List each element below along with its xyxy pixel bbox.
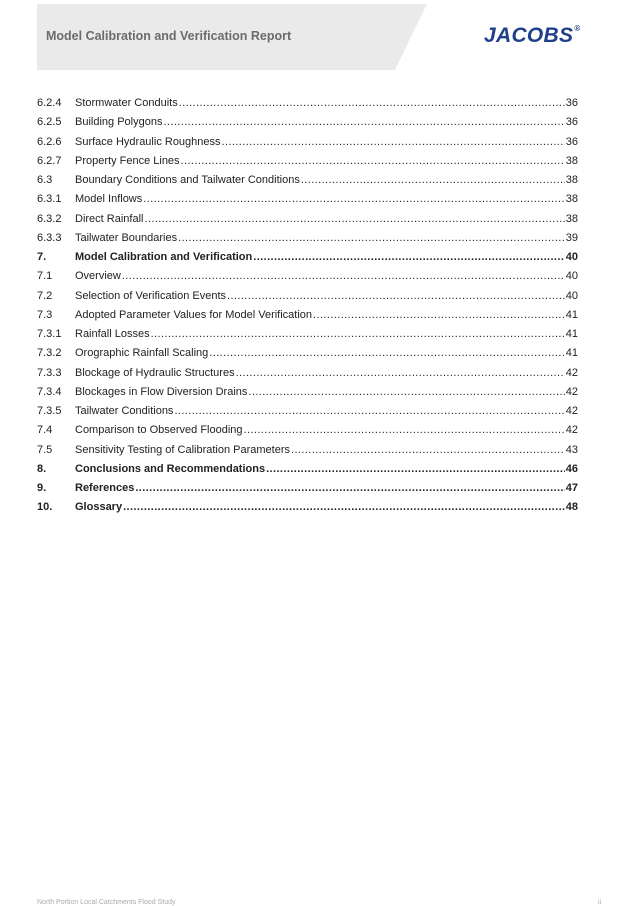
toc-entry[interactable] [37, 229, 578, 248]
toc-entry-title: Building Polygons [75, 116, 163, 129]
toc-entry-number: 7.3.3 [37, 366, 62, 379]
toc-entry[interactable] [37, 498, 578, 517]
toc-entry[interactable] [37, 364, 578, 383]
toc-entry-title: Selection of Verification Events [75, 289, 227, 302]
toc-dot-leader [291, 441, 565, 460]
toc-entry-page: 47 [565, 482, 578, 494]
footer-document-name: North Portion Local Catchments Flood Study [37, 899, 176, 906]
toc-entry-page: 38 [565, 174, 578, 186]
toc-entry-number: 6.3.3 [37, 231, 62, 244]
toc-entry[interactable] [37, 344, 578, 363]
logo-text: JACOBS [484, 24, 574, 47]
toc-entry-page: 41 [565, 328, 578, 340]
toc-entry-number: 8. [37, 462, 47, 475]
toc-dot-leader [301, 171, 565, 190]
toc-entry-page: 40 [565, 270, 578, 283]
toc-entry[interactable] [37, 402, 578, 421]
toc-entry-page: 36 [565, 135, 578, 148]
toc-entry-number: 6.2.5 [37, 116, 62, 129]
toc-entry-title: Comparison to Observed Flooding [75, 424, 243, 437]
toc-dot-leader [227, 287, 565, 306]
toc-entry-number: 7.4 [37, 424, 53, 437]
toc-dot-leader [266, 460, 565, 479]
toc-entry-number: 10. [37, 501, 53, 514]
toc-entry[interactable] [37, 383, 578, 402]
toc-entry-page: 41 [565, 347, 578, 360]
toc-entry[interactable] [37, 267, 578, 286]
toc-dot-leader [244, 421, 565, 440]
toc-entry-page: 36 [565, 97, 578, 109]
toc-dot-leader [174, 402, 564, 421]
toc-dot-leader [248, 383, 564, 402]
toc-entry-page: 39 [565, 231, 578, 244]
toc-entry-number: 7.3.4 [37, 385, 62, 398]
toc-entry-page: 38 [565, 193, 578, 206]
toc-dot-leader [222, 133, 565, 152]
toc-entry-title: Model Calibration and Verification [75, 251, 253, 263]
toc-entry-title: Glossary [75, 501, 123, 514]
toc-dot-leader [151, 325, 565, 344]
toc-entry-number: 6.2.7 [37, 154, 62, 167]
toc-entry-number: 7.2 [37, 289, 53, 302]
toc-entry-title: Adopted Parameter Values for Model Verification [75, 308, 313, 321]
registered-mark: ® [574, 24, 581, 33]
toc-entry[interactable] [37, 94, 578, 113]
toc-entry-page: 46 [565, 462, 578, 475]
toc-entry-page: 42 [565, 366, 578, 379]
toc-entry-title: References [75, 482, 135, 494]
toc-entry[interactable] [37, 287, 578, 306]
toc-dot-leader [253, 248, 565, 267]
document-title: Model Calibration and Verification Report [46, 29, 292, 43]
toc-entry[interactable] [37, 171, 578, 190]
toc-entry-number: 9. [37, 482, 47, 494]
toc-entry-number: 7.1 [37, 270, 53, 283]
toc-dot-leader [144, 210, 564, 229]
toc-entry[interactable] [37, 460, 578, 479]
toc-entry-number: 7.3.5 [37, 405, 62, 417]
jacobs-logo [484, 24, 581, 48]
toc-dot-leader [123, 498, 565, 517]
toc-entry-title: Tailwater Boundaries [75, 231, 178, 244]
toc-entry-page: 43 [565, 443, 578, 456]
toc-dot-leader [122, 267, 565, 286]
toc-dot-leader [178, 229, 565, 248]
toc-entry-number: 6.2.4 [37, 97, 62, 109]
toc-entry-title: Stormwater Conduits [75, 97, 178, 109]
toc-entry-page: 42 [565, 424, 578, 437]
toc-dot-leader [135, 479, 564, 498]
toc-entry-page: 41 [565, 308, 578, 321]
toc-entry[interactable] [37, 441, 578, 460]
toc-entry-number: 7.5 [37, 443, 53, 456]
toc-entry-title: Model Inflows [75, 193, 143, 206]
toc-entry-title: Blockages in Flow Diversion Drains [75, 385, 248, 398]
toc-entry[interactable] [37, 113, 578, 132]
toc-entry-number: 6.3.1 [37, 193, 62, 206]
toc-dot-leader [181, 152, 565, 171]
toc-entry-number: 6.3.2 [37, 212, 62, 225]
toc-entry-title: Property Fence Lines [75, 154, 180, 167]
toc-entry-number: 6.2.6 [37, 135, 62, 148]
toc-dot-leader [209, 344, 564, 363]
toc-dot-leader [313, 306, 565, 325]
toc-entry[interactable] [37, 152, 578, 171]
toc-dot-leader [163, 113, 564, 132]
toc-entry[interactable] [37, 325, 578, 344]
toc-entry-page: 40 [565, 289, 578, 302]
toc-entry-page: 48 [565, 501, 578, 514]
toc-entry[interactable] [37, 190, 578, 209]
toc-entry[interactable] [37, 248, 578, 267]
toc-entry-title: Rainfall Losses [75, 328, 150, 340]
toc-entry-page: 36 [565, 116, 578, 129]
toc-entry-page: 40 [565, 251, 578, 263]
toc-entry-title: Blockage of Hydraulic Structures [75, 366, 235, 379]
toc-entry-title: Boundary Conditions and Tailwater Conditions [75, 174, 300, 186]
toc-entry-title: Surface Hydraulic Roughness [75, 135, 221, 148]
toc-entry-number: 7.3.1 [37, 328, 62, 340]
toc-dot-leader [179, 94, 565, 113]
toc-entry-title: Orographic Rainfall Scaling [75, 347, 209, 360]
toc-entry[interactable] [37, 421, 578, 440]
toc-dot-leader [236, 364, 565, 383]
toc-dot-leader [143, 190, 564, 209]
toc-entry[interactable] [37, 210, 578, 229]
toc-entry-number: 7. [37, 251, 47, 263]
table-of-contents [37, 94, 578, 518]
toc-entry-page: 42 [565, 405, 578, 417]
toc-entry-page: 42 [565, 385, 578, 398]
toc-entry-title: Tailwater Conditions [75, 405, 174, 417]
footer-page-number: ii [598, 899, 602, 906]
toc-entry[interactable] [37, 306, 578, 325]
toc-entry[interactable] [37, 479, 578, 498]
toc-entry-title: Direct Rainfall [75, 212, 144, 225]
toc-entry-page: 38 [565, 212, 578, 225]
toc-entry-number: 6.3 [37, 174, 53, 186]
toc-entry-title: Overview [75, 270, 121, 283]
toc-entry-page: 38 [565, 154, 578, 167]
toc-entry[interactable] [37, 133, 578, 152]
toc-entry-number: 7.3.2 [37, 347, 62, 360]
toc-entry-title: Sensitivity Testing of Calibration Parameters [75, 443, 291, 456]
toc-entry-title: Conclusions and Recommendations [75, 462, 266, 475]
toc-entry-number: 7.3 [37, 308, 53, 321]
